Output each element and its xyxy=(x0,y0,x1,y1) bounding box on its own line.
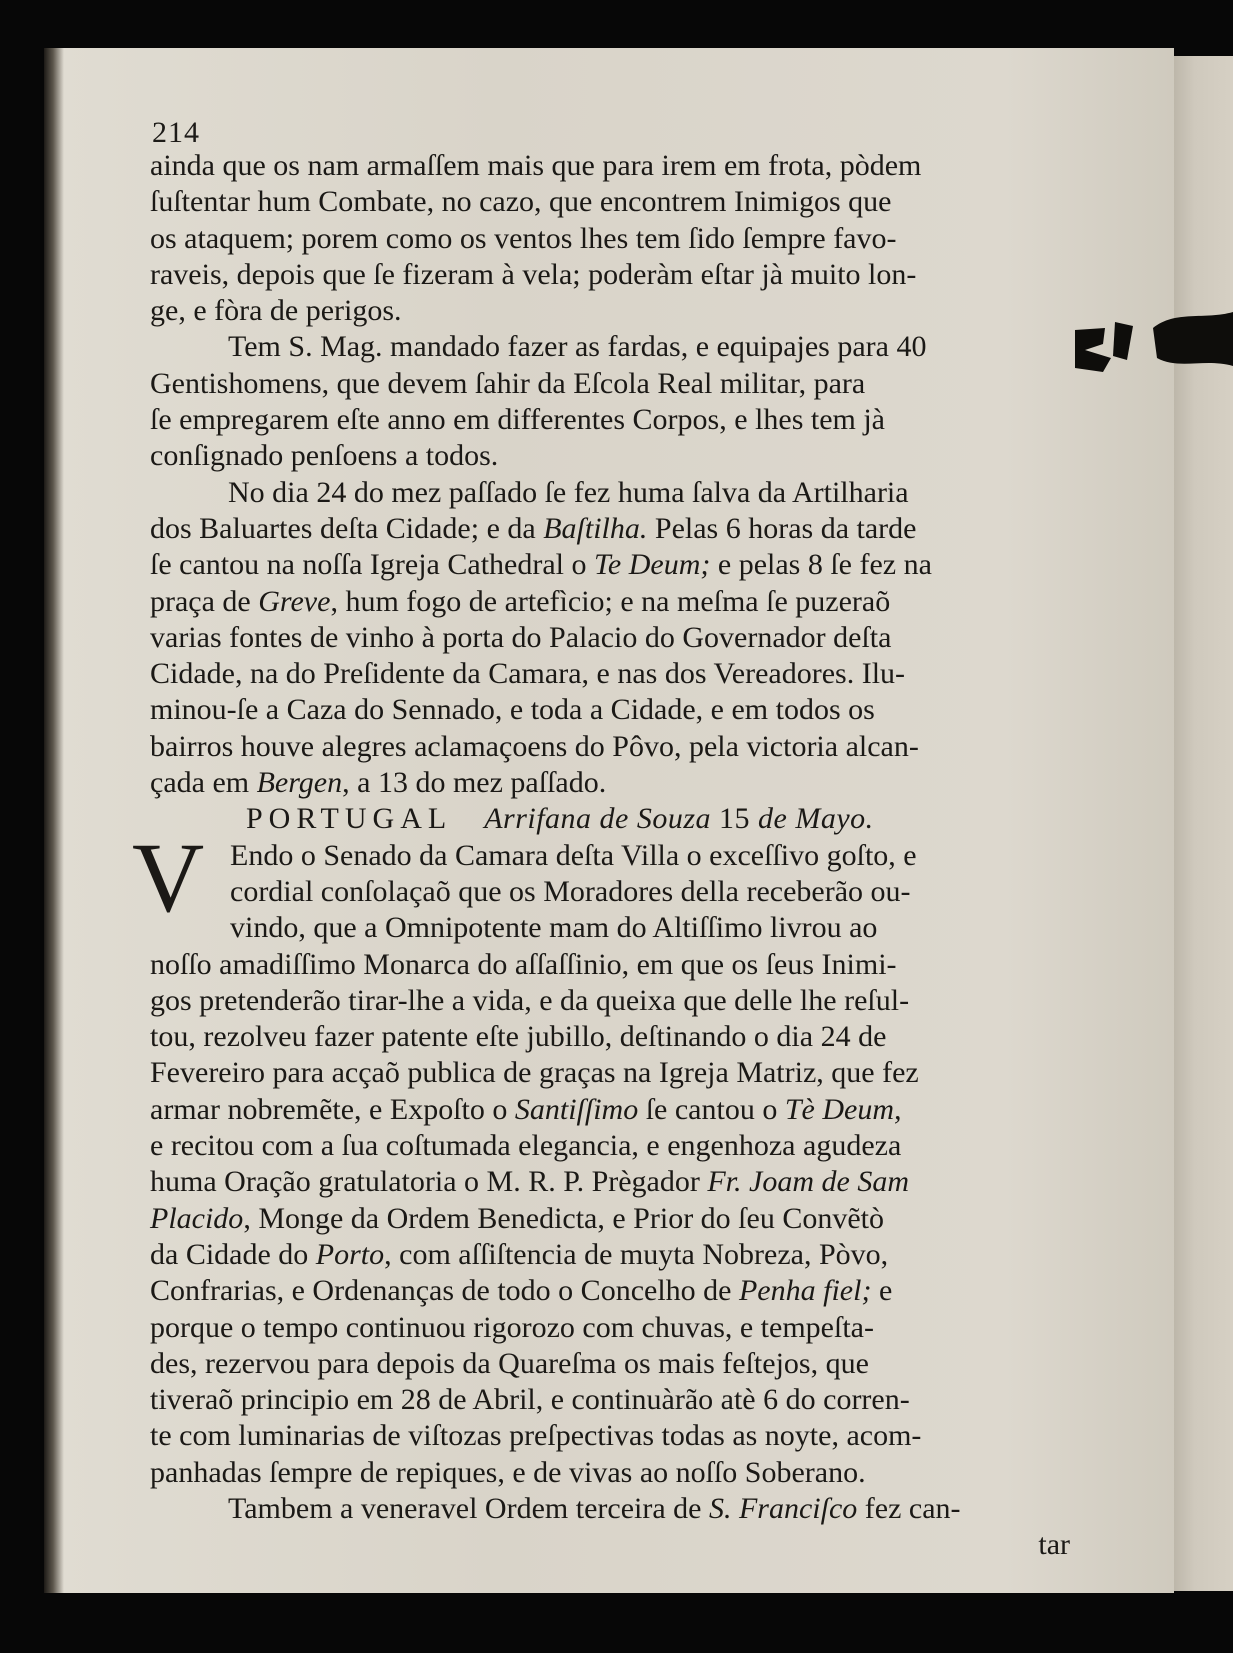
text-line: conſignado penſoens a todos. xyxy=(150,439,499,473)
text-line: Tambem a veneravel Ordem terceira de S. Franciſco fez can- xyxy=(228,1491,961,1525)
text-line: ainda que os nam armaſſem mais que para irem em frota, pòdem xyxy=(150,149,922,182)
facing-page-edge xyxy=(1174,56,1233,1591)
text-line: Tem S. Mag. mandado fazer as fardas, e equipajes para 40 xyxy=(228,330,927,364)
text-line: e recitou com a ſua coſtumada elegancia, e engenhoza agudeza xyxy=(150,1129,902,1163)
date-month: Mayo. xyxy=(795,802,874,836)
text-line: noſſo amadiſſimo Monarca do aſſaſſinio, em que os ſeus Inimi- xyxy=(150,947,897,981)
text-line: Fevereiro para acçaõ publica de graças na Igreja Matriz, que fez xyxy=(150,1056,919,1090)
text-line: raveis, depois que ſe fizeram à vela; poderàm eſtar jà muito lon- xyxy=(150,257,917,291)
text-line: des, rezervou para depois da Quareſma os mais feſtejos, que xyxy=(150,1346,869,1380)
text-line: ſe empregarem eſte anno em differentes Corpos, e lhes tem jà xyxy=(150,403,885,437)
text-line: os ataquem; porem como os ventos lhes tem ſido ſempre favo- xyxy=(150,221,897,255)
text-line: varias fontes de vinho à porta do Palacio do Governador deſta xyxy=(150,620,892,654)
text-line: No dia 24 do mez paſſado ſe fez huma ſalva da Artilharia xyxy=(228,475,909,509)
printer-ornament-fragment xyxy=(1075,300,1233,410)
text-line: vindo, que a Omnipotente mam do Altiſſimo livrou ao xyxy=(230,911,878,945)
text-line: da Cidade do Porto, com aſſiſtencia de muyta Nobreza, Pòvo, xyxy=(150,1237,889,1271)
paragraph-with-drop-cap xyxy=(132,821,1070,947)
text-line: tou, rezolveu fazer patente eſte jubillo, deſtinando o dia 24 de xyxy=(150,1020,887,1054)
drop-cap: V xyxy=(132,821,205,933)
text-line: Cidade, na do Preſidente da Camara, e nas dos Vereadores. Ilu- xyxy=(150,657,906,691)
text-line: çada em Bergen, a 13 do mez paſſado. xyxy=(150,766,607,800)
text-line: dos Baluartes deſta Cidade; e da Baſtilha. Pelas 6 horas da tarde xyxy=(150,511,917,545)
text-line: praça de Greve, hum fogo de artefìcio; e na meſma ſe puzeraõ xyxy=(150,584,891,618)
text-line: porque o tempo continuou rigorozo com chuvas, e tempeſta- xyxy=(150,1310,874,1344)
text-line: gos pretenderão tirar-lhe a vida, e da queixa que delle lhe reſul- xyxy=(150,983,910,1017)
date-day: 15 xyxy=(719,802,751,836)
dateline-heading: PORTUGAL Arrifana de Souza 15 de Mayo. xyxy=(246,802,874,836)
text-line: huma Oração gratulatoria o M. R. P. Prègador Fr. Joam de Sam xyxy=(150,1165,909,1199)
text-line: Confrarias, e Ordenanças de todo o Concelho de Penha fiel; e xyxy=(150,1274,893,1308)
page-number: 214 xyxy=(152,116,200,149)
text-line: minou-ſe a Caza do Sennado, e toda a Cidade, e em todos os xyxy=(150,693,875,727)
page-binding-shadow xyxy=(44,48,64,1593)
place-name: Arrifana de Souza xyxy=(484,802,712,836)
text-line: tiveraõ principio em 28 de Abril, e continuàrão atè 6 do corren- xyxy=(150,1383,910,1417)
text-line: Gentishomens, que devem ſahir da Eſcola Real militar, para xyxy=(150,366,866,400)
text-line: cordial conſolaçaõ que os Moradores della receberão ou- xyxy=(230,874,911,908)
text-line: te com luminarias de viſtozas preſpectivas todas as noyte, acom- xyxy=(150,1419,922,1453)
page-text xyxy=(132,148,1070,1564)
text-line: bairros houve alegres aclamaçoens do Pôvo, pela victoria alcan- xyxy=(150,729,919,763)
text-line: armar nobremẽte, e Expoſto o Santiſſimo ſe cantou o Tè Deum, xyxy=(150,1092,902,1126)
text-line: panhadas ſempre de repiques, e de vivas ao noſſo Soberano. xyxy=(150,1455,866,1489)
text-line: ſe cantou na noſſa Igreja Cathedral o Te Deum; e pelas 8 ſe fez na xyxy=(150,548,932,582)
text-line: ſuſtentar hum Combate, no cazo, que encontrem Inimigos que xyxy=(150,185,892,219)
country-heading: PORTUGAL xyxy=(246,802,453,836)
text-line: ge, e fòra de perigos. xyxy=(150,294,402,328)
text-line: Endo o Senado da Camara deſta Villa o exceſſivo goſto, e xyxy=(230,838,917,872)
catchword: tar xyxy=(1038,1528,1070,1562)
text-line: Placido, Monge da Ordem Benedicta, e Prior do ſeu Convẽtò xyxy=(150,1201,884,1235)
